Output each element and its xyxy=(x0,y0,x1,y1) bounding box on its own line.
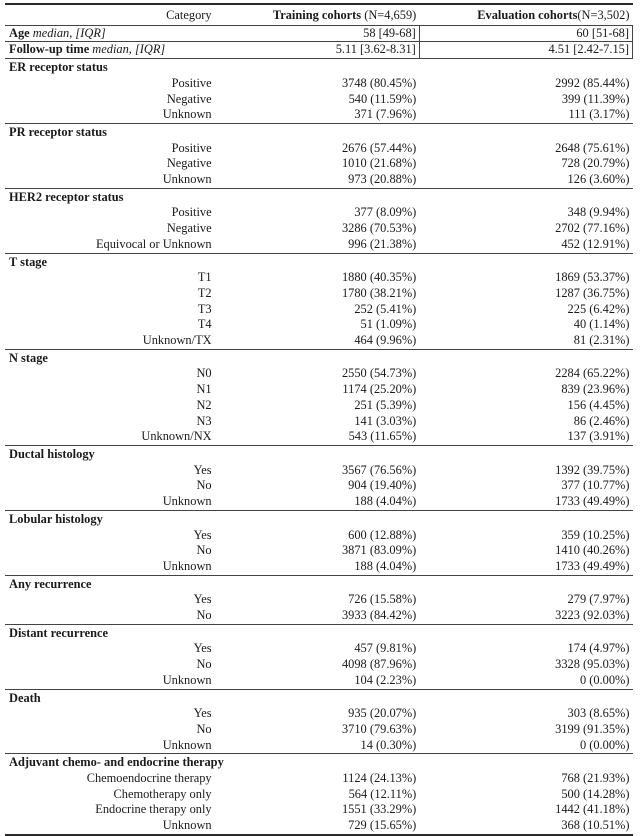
evaluation-value: 2992 (85.44%) xyxy=(555,75,630,90)
evaluation-value: 137 (3.91%) xyxy=(567,429,630,444)
training-value: 141 (3.03%) xyxy=(354,413,417,428)
table-row xyxy=(5,722,633,738)
header-evaluation xyxy=(419,4,632,25)
training-value: 377 (8.09%) xyxy=(354,205,417,220)
row-label: Unknown xyxy=(162,818,212,833)
training-value: 14 (0.30%) xyxy=(360,737,417,752)
row-label: Yes xyxy=(193,592,212,607)
section-title: HER2 receptor status xyxy=(5,188,633,205)
evaluation-value: 377 (10.77%) xyxy=(561,478,630,493)
training-value: 3748 (80.45%) xyxy=(341,75,417,90)
row-label: Unknown xyxy=(162,494,212,509)
section-header-death xyxy=(5,689,633,706)
stat-label-bold: Follow-up time xyxy=(9,42,90,57)
table-row xyxy=(5,286,633,302)
table-row xyxy=(5,463,633,479)
table-row xyxy=(5,366,633,382)
table-row xyxy=(5,156,633,172)
header-training-label: Training cohorts xyxy=(272,8,362,22)
training-value: 3871 (83.09%) xyxy=(341,543,417,558)
evaluation-value: 3199 (91.35%) xyxy=(555,721,630,736)
evaluation-value: 3223 (92.03%) xyxy=(555,608,630,623)
row-label: T4 xyxy=(197,317,212,332)
stat-evaluation-value: 4.51 [2.42-7.15] xyxy=(419,42,632,59)
training-value: 2676 (57.44%) xyxy=(341,140,417,155)
header-category: Category xyxy=(166,8,212,22)
row-label: T1 xyxy=(197,270,212,285)
table-row xyxy=(5,429,633,445)
training-value: 51 (1.09%) xyxy=(360,317,417,332)
table-row xyxy=(5,221,633,237)
table-row xyxy=(5,673,633,689)
row-label: Chemotherapy only xyxy=(113,786,212,801)
stat-evaluation-value: 60 [51-68] xyxy=(419,25,632,42)
row-label: N2 xyxy=(196,397,212,412)
training-value: 371 (7.96%) xyxy=(354,107,417,122)
row-label: Unknown xyxy=(162,672,212,687)
section-title: Any recurrence xyxy=(5,575,633,592)
training-value: 2550 (54.73%) xyxy=(341,366,417,381)
training-value: 252 (5.41%) xyxy=(354,301,417,316)
row-label: T3 xyxy=(197,301,212,316)
row-label: Yes xyxy=(193,462,212,477)
row-label: Endocrine therapy only xyxy=(95,802,212,817)
row-label: No xyxy=(196,543,212,558)
table-header-row xyxy=(5,4,633,25)
section-title: Lobular histology xyxy=(5,510,633,527)
table-row xyxy=(5,382,633,398)
stat-label-bold: Age xyxy=(9,25,30,40)
section-header-lobular-histology xyxy=(5,510,633,527)
section-header-her2-receptor-status xyxy=(5,188,633,205)
table-row xyxy=(5,237,633,253)
section-header-distant-recurrence xyxy=(5,624,633,641)
evaluation-value: 359 (10.25%) xyxy=(561,527,630,542)
row-label: T2 xyxy=(197,285,212,300)
training-value: 904 (19.40%) xyxy=(348,478,417,493)
section-title: T stage xyxy=(5,253,633,270)
row-label: N1 xyxy=(196,382,212,397)
evaluation-value: 1442 (41.18%) xyxy=(555,802,630,817)
evaluation-value: 768 (21.93%) xyxy=(561,771,630,786)
table-row xyxy=(5,543,633,559)
evaluation-value: 2284 (65.22%) xyxy=(555,366,630,381)
training-value: 3710 (79.63%) xyxy=(341,721,417,736)
training-value: 188 (4.04%) xyxy=(354,494,417,509)
evaluation-value: 111 (3.17%) xyxy=(568,107,630,122)
table-row xyxy=(5,92,633,108)
evaluation-value: 728 (20.79%) xyxy=(561,156,630,171)
training-value: 251 (5.39%) xyxy=(354,397,417,412)
table-row xyxy=(5,317,633,333)
evaluation-value: 174 (4.97%) xyxy=(567,641,630,656)
section-title: Ductal histology xyxy=(5,445,633,462)
row-label: Positive xyxy=(171,140,212,155)
table-row xyxy=(5,107,633,123)
evaluation-value: 1287 (36.75%) xyxy=(555,285,630,300)
row-label: Yes xyxy=(193,527,212,542)
row-label: Yes xyxy=(193,641,212,656)
row-label: Positive xyxy=(171,75,212,90)
row-label: Chemoendocrine therapy xyxy=(86,771,212,786)
row-label: N3 xyxy=(196,413,212,428)
training-value: 1174 (25.20%) xyxy=(342,382,417,397)
cohort-characteristics-table xyxy=(5,3,633,836)
table-row xyxy=(5,76,633,92)
training-value: 3567 (76.56%) xyxy=(341,462,417,477)
stat-row-follow-up xyxy=(5,42,633,59)
table-row xyxy=(5,641,633,657)
section-header-er-receptor-status xyxy=(5,59,633,76)
evaluation-value: 3328 (95.03%) xyxy=(555,657,630,672)
table-row xyxy=(5,478,633,494)
stat-label xyxy=(5,42,215,59)
row-label: Unknown xyxy=(162,558,212,573)
evaluation-value: 1733 (49.49%) xyxy=(555,494,630,509)
training-value: 600 (12.88%) xyxy=(348,527,417,542)
table-row xyxy=(5,172,633,188)
training-value: 729 (15.65%) xyxy=(348,818,417,833)
evaluation-value: 40 (1.14%) xyxy=(573,317,630,332)
row-label: No xyxy=(196,608,212,623)
table-body xyxy=(5,25,633,835)
table-row xyxy=(5,205,633,221)
evaluation-value: 303 (8.65%) xyxy=(567,706,630,721)
header-evaluation-n: (N=3,502) xyxy=(577,8,630,22)
section-header-adjuvant-chemo-and-endocrine-therapy xyxy=(5,754,633,771)
row-label: Unknown xyxy=(162,172,212,187)
evaluation-value: 1392 (39.75%) xyxy=(555,462,630,477)
section-header-ductal-histology xyxy=(5,445,633,462)
row-label: Unknown xyxy=(162,107,212,122)
row-label: N0 xyxy=(196,366,212,381)
evaluation-value: 2648 (75.61%) xyxy=(555,140,630,155)
header-training xyxy=(215,4,420,25)
row-label: No xyxy=(196,478,212,493)
row-label: Yes xyxy=(193,706,212,721)
training-value: 188 (4.04%) xyxy=(354,558,417,573)
evaluation-value: 225 (6.42%) xyxy=(567,301,630,316)
table-row xyxy=(5,818,633,835)
table-row xyxy=(5,738,633,754)
table-row xyxy=(5,787,633,803)
evaluation-value: 86 (2.46%) xyxy=(573,413,630,428)
table-row xyxy=(5,494,633,510)
evaluation-value: 126 (3.60%) xyxy=(567,172,630,187)
evaluation-value: 279 (7.97%) xyxy=(567,592,630,607)
evaluation-value: 1410 (40.26%) xyxy=(555,543,630,558)
stat-label-italic: median, [IQR] xyxy=(29,25,106,40)
table-row xyxy=(5,608,633,624)
training-value: 1551 (33.29%) xyxy=(341,802,417,817)
evaluation-value: 0 (0.00%) xyxy=(579,672,630,687)
training-value: 996 (21.38%) xyxy=(348,236,417,251)
evaluation-value: 452 (12.91%) xyxy=(561,236,630,251)
section-title: PR receptor status xyxy=(5,123,633,140)
training-value: 3286 (70.53%) xyxy=(341,221,417,236)
section-title: Adjuvant chemo- and endocrine therapy xyxy=(5,754,633,771)
evaluation-value: 399 (11.39%) xyxy=(561,91,630,106)
evaluation-value: 1869 (53.37%) xyxy=(555,270,630,285)
section-header-any-recurrence xyxy=(5,575,633,592)
evaluation-value: 839 (23.96%) xyxy=(561,382,630,397)
evaluation-value: 368 (10.51%) xyxy=(561,818,630,833)
stat-training-value: 58 [49-68] xyxy=(215,25,420,42)
evaluation-value: 1733 (49.49%) xyxy=(555,558,630,573)
row-label: Unknown xyxy=(162,737,212,752)
training-value: 1880 (40.35%) xyxy=(341,270,417,285)
evaluation-value: 2702 (77.16%) xyxy=(555,221,630,236)
stat-label-italic: median, [IQR] xyxy=(89,42,166,57)
table-row xyxy=(5,528,633,544)
table-row xyxy=(5,141,633,157)
table-row xyxy=(5,414,633,430)
evaluation-value: 348 (9.94%) xyxy=(567,205,630,220)
training-value: 1010 (21.68%) xyxy=(341,156,417,171)
table-row xyxy=(5,706,633,722)
training-value: 564 (12.11%) xyxy=(348,786,417,801)
row-label: Equivocal or Unknown xyxy=(95,236,212,251)
training-value: 3933 (84.42%) xyxy=(341,608,417,623)
evaluation-value: 156 (4.45%) xyxy=(567,397,630,412)
row-label: Negative xyxy=(166,91,212,106)
header-training-n: (N=4,659) xyxy=(361,8,417,22)
row-label: No xyxy=(196,657,212,672)
table-row xyxy=(5,802,633,818)
section-title: Distant recurrence xyxy=(5,624,633,641)
section-title: N stage xyxy=(5,349,633,366)
training-value: 540 (11.59%) xyxy=(348,91,417,106)
section-title: ER receptor status xyxy=(5,59,633,76)
section-header-pr-receptor-status xyxy=(5,123,633,140)
training-value: 726 (15.58%) xyxy=(348,592,417,607)
row-label: Unknown/NX xyxy=(141,429,212,444)
table-row xyxy=(5,771,633,787)
table-row xyxy=(5,559,633,575)
training-value: 1780 (38.21%) xyxy=(341,285,417,300)
table-row xyxy=(5,333,633,349)
training-value: 973 (20.88%) xyxy=(348,172,417,187)
stat-training-value: 5.11 [3.62-8.31] xyxy=(215,42,420,59)
row-label: Negative xyxy=(166,221,212,236)
table-row xyxy=(5,592,633,608)
training-value: 543 (11.65%) xyxy=(348,429,417,444)
header-evaluation-label: Evaluation cohorts xyxy=(477,8,578,22)
section-title: Death xyxy=(5,689,633,706)
training-value: 1124 (24.13%) xyxy=(342,771,417,786)
evaluation-value: 0 (0.00%) xyxy=(579,737,630,752)
table-row xyxy=(5,270,633,286)
stat-row-age xyxy=(5,25,633,42)
cohort-characteristics-table-wrapper xyxy=(5,3,633,836)
table-row xyxy=(5,302,633,318)
table-row xyxy=(5,398,633,414)
row-label: Positive xyxy=(171,205,212,220)
stat-label xyxy=(5,25,215,42)
section-header-t-stage xyxy=(5,253,633,270)
training-value: 4098 (87.96%) xyxy=(341,657,417,672)
training-value: 464 (9.96%) xyxy=(354,333,417,348)
row-label: Negative xyxy=(166,156,212,171)
section-header-n-stage xyxy=(5,349,633,366)
evaluation-value: 81 (2.31%) xyxy=(573,333,630,348)
training-value: 457 (9.81%) xyxy=(354,641,417,656)
training-value: 104 (2.23%) xyxy=(354,672,417,687)
table-row xyxy=(5,657,633,673)
evaluation-value: 500 (14.28%) xyxy=(561,786,630,801)
row-label: No xyxy=(196,721,212,736)
training-value: 935 (20.07%) xyxy=(348,706,417,721)
row-label: Unknown/TX xyxy=(142,333,212,348)
